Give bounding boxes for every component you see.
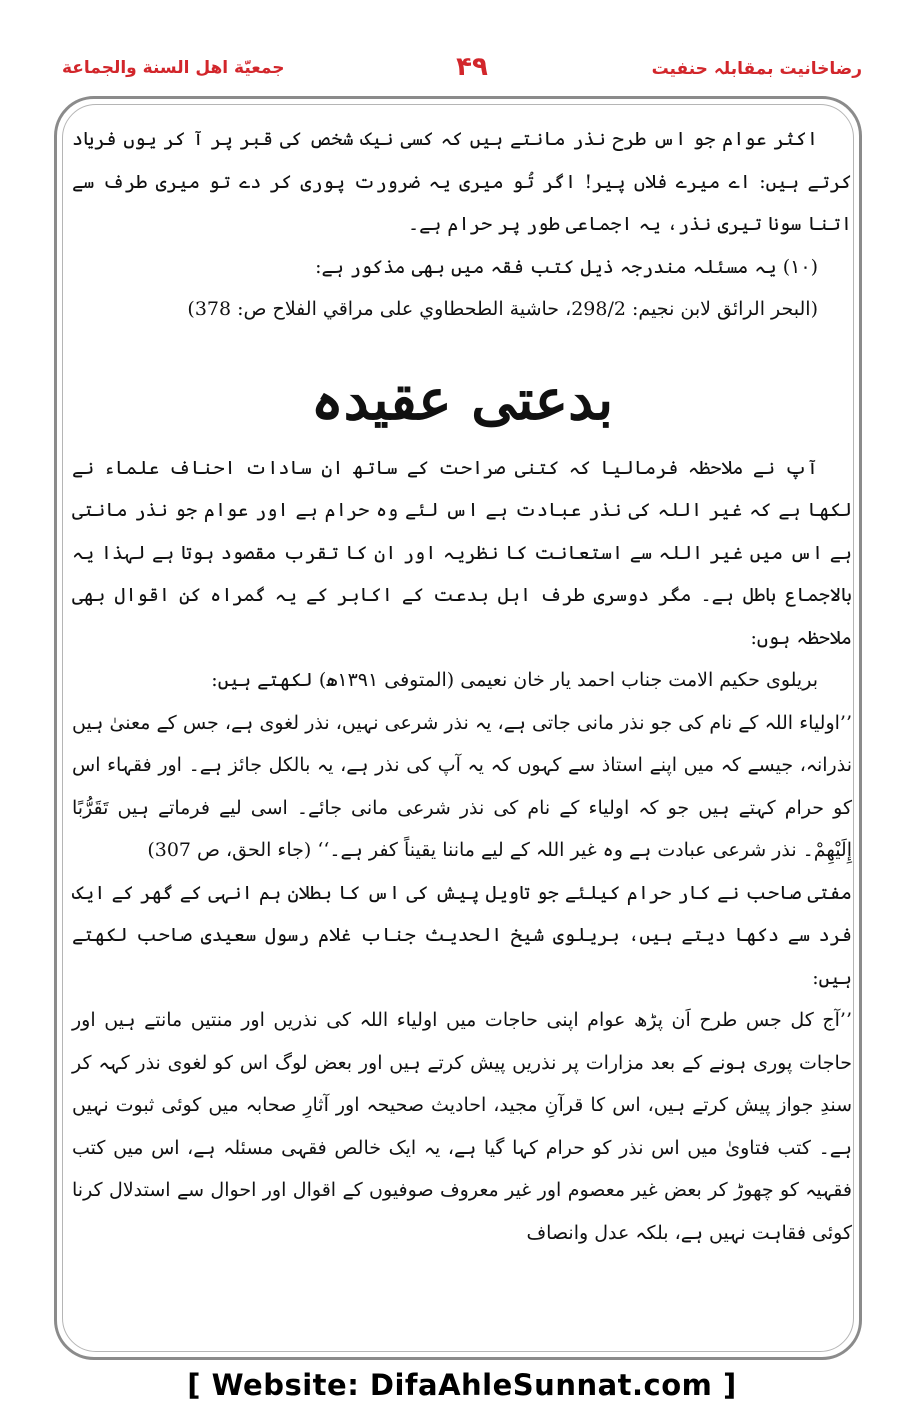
- paragraph-5: بریلوی حکیم الامت جناب احمد یار خان نعیمی (المتوفی ۱۳۹۱ھ) لکھتے ہیں:: [211, 669, 818, 691]
- page-number: ۴۹: [456, 52, 488, 82]
- paragraph-2: (۱۰) یہ مسئلہ مندرجہ ذیل کتب فقہ میں بھی مذکور ہے:: [315, 255, 818, 278]
- organization-title: جمعيّة اهل السنة والجماعة: [62, 58, 285, 78]
- paragraph-1: اکثر عوام جو اس طرح نذر مانتے ہیں کہ کسی نیک شخص کی قبر پر آ کر یوں فریاد کرتے ہیں: اے میرے فلاں پیر! اگر تُو میری یہ ضرورت پوری کر دے تو میری طرف سے اتنا سونا تیری نذر، یہ اجماعی طور پر حرام ہے۔: [72, 128, 852, 235]
- section-heading: بدعتی عقیدہ: [310, 366, 614, 433]
- paragraph-4: آپ نے ملاحظہ فرمالیا کہ کتنی صراحت کے ساتھ ان سادات احناف علماء نے لکھا ہے کہ غیر اللہ کی نذر عبادت ہے اس لئے وہ حرام ہے اور عوام جو نذر مانتی ہے اس میں غیر اللہ سے استعانت کا نظریہ اور ان کا تقرب مقصود ہوتا ہے لہذا یہ بالاجماع باطل ہے۔ مگر دوسری طرف اہل بدعت کے اکابر کے یہ گمراہ کن اقوال بھی ملاحظہ ہوں:: [72, 456, 852, 649]
- quote-2: ’’آج کل جس طرح اَن پڑھ عوام اپنی حاجات میں اولیاء اللہ کی نذریں اور منتیں مانتے ہیں اور حاجات پوری ہونے کے بعد مزارات پر نذریں پیش کرتے ہیں اور بعض لوگ اس کو لغوی نذر کہہ کر سندِ جواز پیش کرتے ہیں، اس کا قرآنِ مجید، احادیث صحیحہ اور آثارِ صحابہ میں کوئی ثبوت نہیں ہے۔ کتب فتاویٰ میں اس نذر کو حرام کہا گیا ہے، یہ ایک خالص فقہی مسئلہ ہے، اس میں کتب فقہیہ کو چھوڑ کر بعض غیر معصوم اور غیر معروف صوفیوں کے اقوال اور احوال سے استدلال کرنا کوئی فقاہت نہیں ہے، بلکہ عدل وانصاف: [72, 1009, 852, 1244]
- page-header: [62, 52, 862, 92]
- reference-line: (البحر الرائق لابن نجیم: 298/2، حاشية الطحطاوي على مراقي الفلاح ص: 378): [187, 298, 818, 320]
- paragraph-7: مفتی صاحب نے کار حرام کیلئے جو تاویل پیش کی اس کا بطلان ہم انہی کے گھر کے ایک فرد سے دکھا دیتے ہیں، بریلوی شیخ الحدیث جناب غلام رسول سعیدی صاحب لکھتے ہیں:: [72, 881, 852, 989]
- book-title: رضاخانیت بمقابلہ حنفیت: [651, 59, 862, 79]
- quote-1: ’’اولیاء اللہ کے نام کی جو نذر مانی جاتی ہے، یہ نذر شرعی نہیں، نذر لغوی ہے، جس کے معنیٰ ہیں نذرانہ، جیسے کہ میں اپنے استاذ سے کہوں کہ یہ آپ کی نذر ہے، یہ بالکل جائز ہے۔ اور فقہاء اس کو حرام کہتے ہیں جو کہ اولیاء کے نام کی نذر شرعی مانی جائے۔ اسی لیے فرماتے ہیں تَقَرُّبًا إِلَيْهِمْ۔ نذر شرعی عبادت ہے وہ غیر اللہ کے لیے ماننا یقیناً کفر ہے۔‘‘ (جاء الحق، ص 307): [72, 711, 852, 861]
- website-footer: [ Website: DifaAhleSunnat.com ]: [187, 1368, 737, 1402]
- page-content: [72, 118, 852, 1254]
